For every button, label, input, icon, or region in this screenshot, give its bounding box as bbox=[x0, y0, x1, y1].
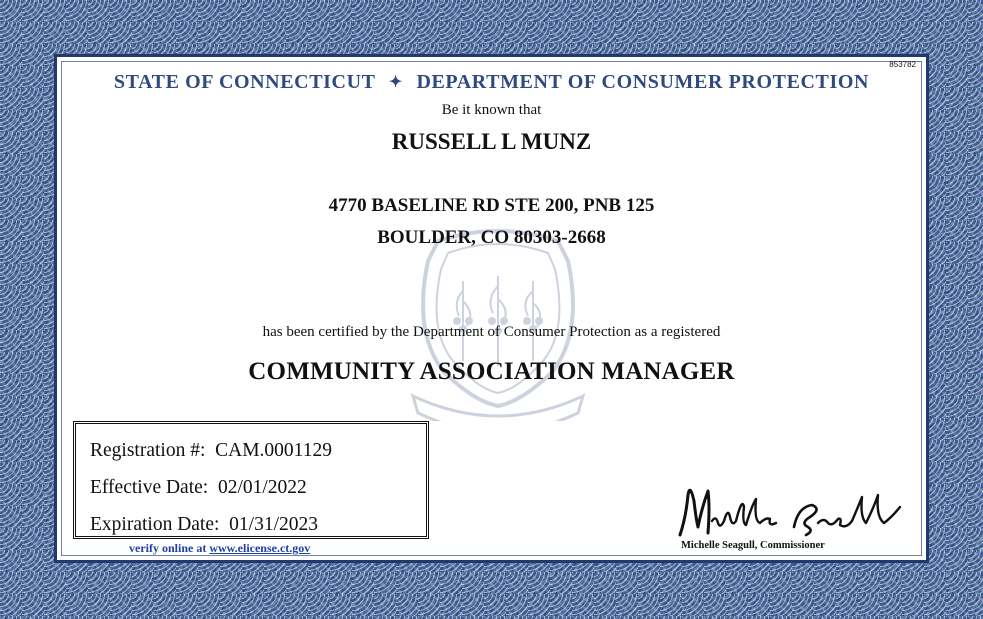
verify-link[interactable]: www.elicense.ct.gov bbox=[209, 541, 311, 555]
effective-date-line bbox=[90, 469, 414, 506]
effective-date-label: Effective Date: bbox=[90, 477, 209, 498]
holder-name: RUSSELL L MUNZ bbox=[391, 129, 592, 154]
signature-image bbox=[672, 477, 907, 539]
intro-text: Be it known that bbox=[441, 102, 542, 118]
expiration-date-label: Expiration Date: bbox=[90, 514, 220, 535]
header-department: DEPARTMENT OF CONSUMER PROTECTION bbox=[416, 71, 870, 93]
expiration-date-line bbox=[90, 506, 414, 543]
header-state: STATE OF CONNECTICUT bbox=[113, 71, 376, 93]
certificate-header bbox=[57, 71, 926, 94]
certificate-number: 853782 bbox=[889, 60, 916, 69]
credential-title: COMMUNITY ASSOCIATION MANAGER bbox=[248, 358, 735, 385]
verify-online bbox=[129, 541, 310, 556]
certificate-panel bbox=[54, 54, 929, 563]
state-seal-watermark-icon bbox=[403, 221, 593, 421]
star-separator-icon: ✦ bbox=[388, 74, 403, 91]
signature-caption: Michelle Seagull, Commissioner bbox=[681, 540, 825, 551]
effective-date-value: 02/01/2022 bbox=[217, 477, 307, 498]
registration-line bbox=[90, 432, 414, 469]
verify-text: verify online at bbox=[129, 541, 207, 555]
registration-number: CAM.0001129 bbox=[215, 440, 332, 461]
registration-box bbox=[73, 421, 429, 539]
registration-label: Registration #: bbox=[90, 440, 206, 461]
expiration-date-value: 01/31/2023 bbox=[229, 514, 319, 535]
address-line-1: 4770 BASELINE RD STE 200, PNB 125 bbox=[328, 195, 655, 216]
certification-statement: has been certified by the Department of Consumer Protection as a registered bbox=[262, 324, 721, 340]
address-line-2: BOULDER, CO 80303-2668 bbox=[377, 227, 606, 248]
